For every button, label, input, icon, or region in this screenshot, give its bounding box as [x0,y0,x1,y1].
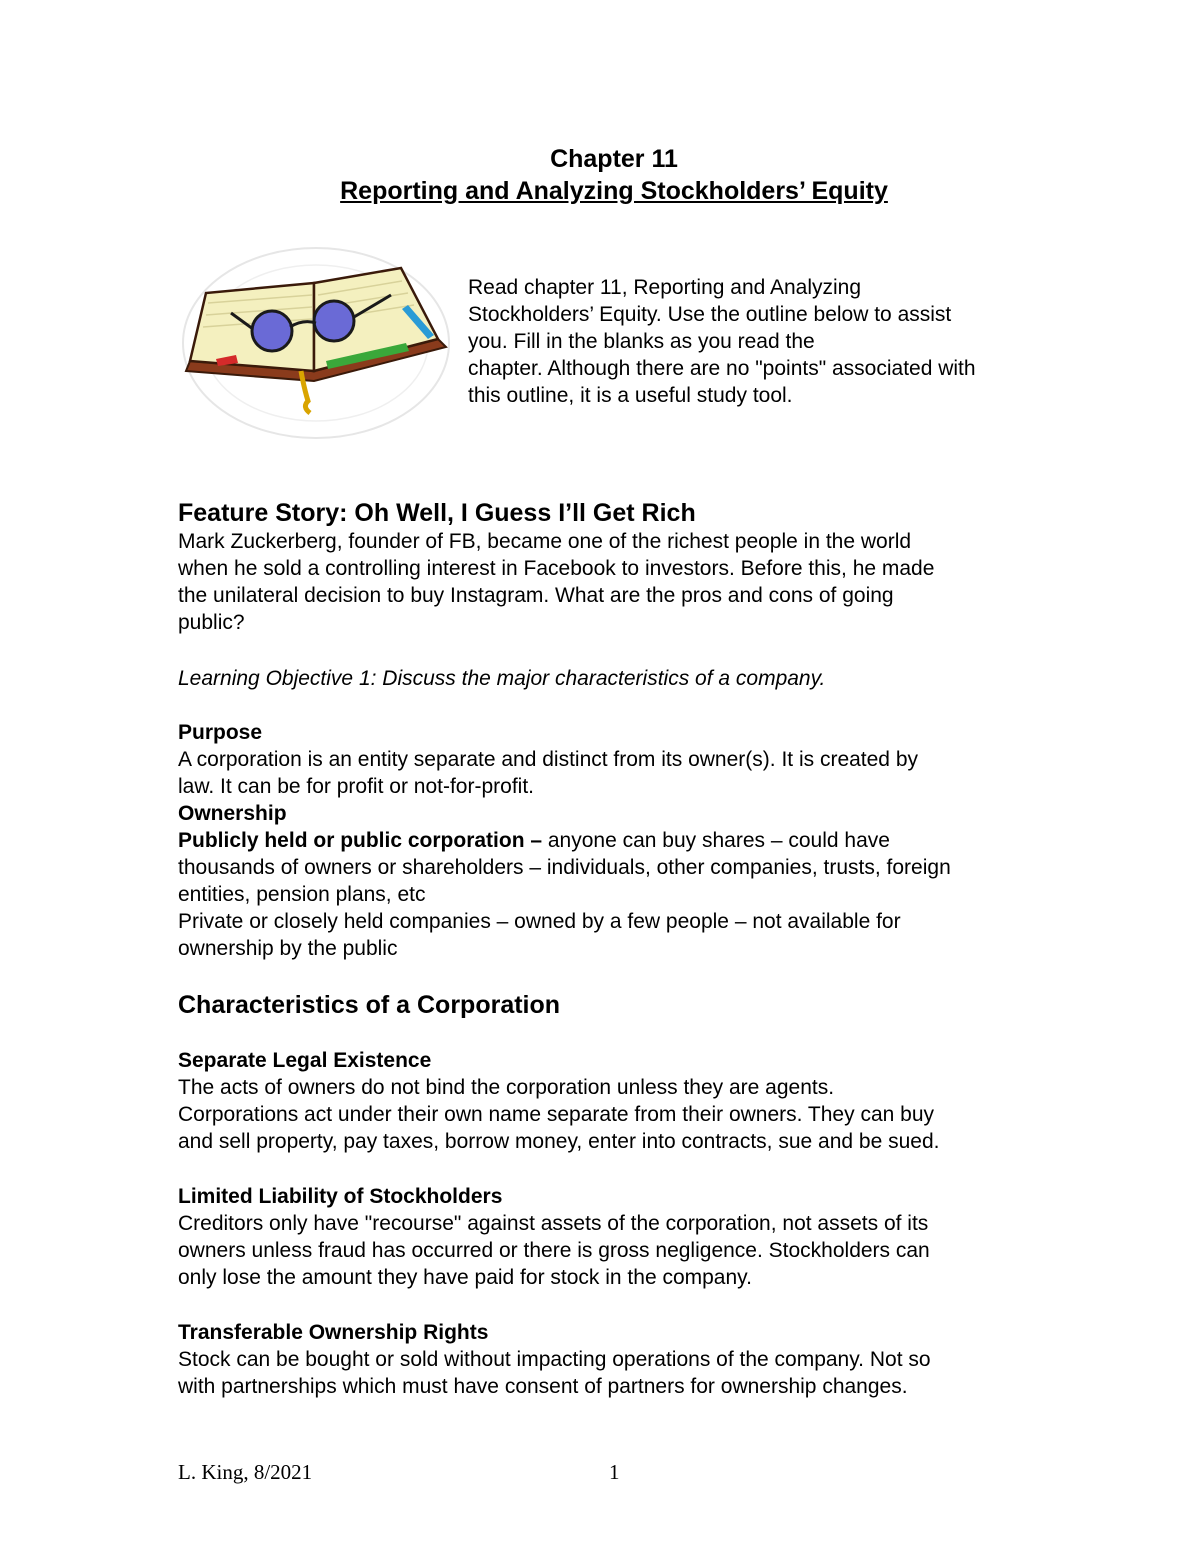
purpose-line: A corporation is an entity separate and distinct from its owner(s). It is created by [178,748,919,771]
ownership-line: thousands of owners or shareholders – individuals, other companies, trusts, foreign [178,856,951,879]
limited-liability-line: owners unless fraud has occurred or there is gross negligence. Stockholders can [178,1239,930,1262]
ownership-line: ownership by the public [178,937,398,960]
transferable-line: Stock can be bought or sold without impacting operations of the company. Not so [178,1348,931,1371]
characteristics-section [178,990,1078,1020]
learning-objective-1: Learning Objective 1: Discuss the major characteristics of a company. [178,667,826,690]
limited-liability-line: Creditors only have "recourse" against assets of the corporation, not assets of its [178,1212,929,1235]
limited-liability-heading: Limited Liability of Stockholders [178,1185,503,1208]
purpose-line: law. It can be for profit or not-for-profit. [178,775,534,798]
limited-liability [178,1183,1078,1291]
separate-legal-line: and sell property, pay taxes, borrow money, enter into contracts, sue and be sued. [178,1130,940,1153]
intro-paragraph [468,274,1068,409]
title-block [0,143,1200,207]
public-corporation-text: anyone can buy shares – could have [542,829,890,852]
intro-line: Stockholders’ Equity. Use the outline below to assist [468,303,952,326]
ownership-heading: Ownership [178,802,287,825]
feature-story-line: the unilateral decision to buy Instagram. What are the pros and cons of going [178,584,894,607]
purpose-heading: Purpose [178,721,263,744]
feature-story-section [178,498,1078,636]
intro-line: you. Fill in the blanks as you read the [468,330,815,353]
transferable-line: with partnerships which must have consent of partners for ownership changes. [178,1375,908,1398]
intro-line: this outline, it is a useful study tool. [468,384,793,407]
open-book-with-glasses-icon [176,243,456,443]
separate-legal-existence [178,1047,1078,1155]
intro-line: chapter. Although there are no "points" associated with [468,357,976,380]
separate-legal-line: The acts of owners do not bind the corporation unless they are agents. [178,1076,835,1099]
transferable-ownership [178,1319,1078,1400]
separate-legal-line: Corporations act under their own name separate from their owners. They can buy [178,1103,934,1126]
ownership-line: entities, pension plans, etc [178,883,426,906]
feature-story-heading: Feature Story: Oh Well, I Guess I’ll Get Rich [178,499,696,527]
feature-story-line: Mark Zuckerberg, founder of FB, became one of the richest people in the world [178,530,912,553]
feature-story-line: public? [178,611,245,634]
intro-line: Read chapter 11, Reporting and Analyzing [468,276,862,299]
footer-author: L. King, 8/2021 [178,1460,313,1484]
footer-page-number: 1 [609,1460,620,1484]
ownership-public-line [178,827,1078,854]
limited-liability-line: only lose the amount they have paid for stock in the company. [178,1266,752,1289]
characteristics-heading: Characteristics of a Corporation [178,991,561,1019]
public-corporation-label: Publicly held or public corporation – [178,829,543,852]
feature-story-line: when he sold a controlling interest in Facebook to investors. Before this, he made [178,557,935,580]
purpose-section [178,719,1078,962]
transferable-heading: Transferable Ownership Rights [178,1321,489,1344]
separate-legal-heading: Separate Legal Existence [178,1049,432,1072]
chapter-number: Chapter 11 [550,145,678,173]
chapter-title: Reporting and Analyzing Stockholders’ Equity [340,177,888,205]
ownership-line: Private or closely held companies – owned by a few people – not available for [178,910,901,933]
